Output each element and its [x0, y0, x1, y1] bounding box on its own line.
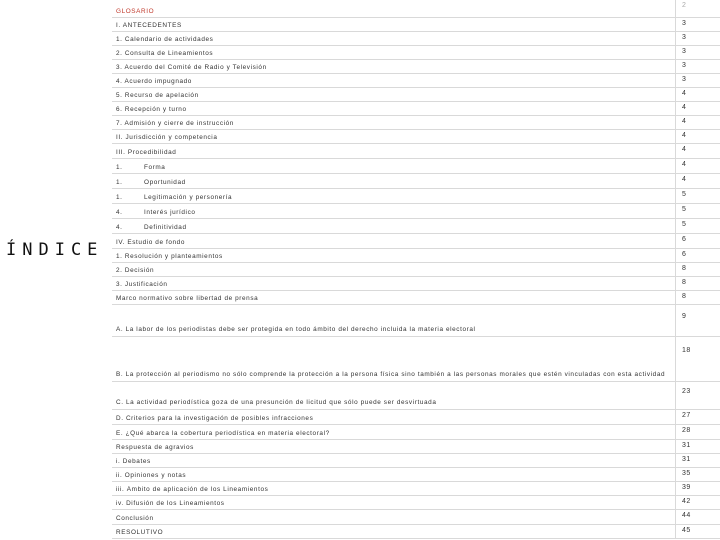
toc-entry: RESOLUTIVO — [116, 529, 164, 536]
toc-page: 31 — [682, 442, 691, 449]
toc-row[interactable] — [112, 74, 720, 88]
toc-row[interactable] — [112, 382, 720, 410]
toc-entry: 3. Acuerdo del Comité de Radio y Televisión — [116, 64, 267, 71]
toc-entry: 1. Resolución y planteamientos — [116, 253, 223, 260]
toc-page: 23 — [682, 388, 691, 395]
toc-page: 8 — [682, 265, 687, 272]
toc-entry: i. Debates — [116, 458, 151, 465]
toc-page: 4 — [682, 146, 687, 153]
toc-row[interactable] — [112, 525, 720, 539]
toc-page: 3 — [682, 34, 687, 41]
toc-page: 45 — [682, 527, 691, 534]
toc-row[interactable] — [112, 102, 720, 116]
toc-row[interactable] — [112, 174, 720, 189]
toc-page: 4 — [682, 90, 687, 97]
toc-row[interactable] — [112, 425, 720, 440]
toc-page: 9 — [682, 313, 687, 320]
toc-entry: 6. Recepción y turno — [116, 106, 187, 113]
toc-row[interactable] — [112, 410, 720, 425]
toc-page: 4 — [682, 176, 687, 183]
toc-page: 6 — [682, 236, 687, 243]
toc-row[interactable] — [112, 454, 720, 468]
toc-page: 8 — [682, 279, 687, 286]
toc-entry: 4. Acuerdo impugnado — [116, 78, 192, 85]
toc-page: 2 — [682, 2, 687, 9]
toc-row[interactable] — [112, 159, 720, 174]
toc-row[interactable] — [112, 130, 720, 144]
toc-entry: I. ANTECEDENTES — [116, 22, 182, 29]
toc-row[interactable] — [112, 510, 720, 525]
toc-row[interactable] — [112, 32, 720, 46]
toc-entry: Respuesta de agravios — [116, 444, 194, 451]
toc-row[interactable] — [112, 291, 720, 305]
toc-page: 8 — [682, 293, 687, 300]
toc-entry: GLOSARIO — [116, 8, 155, 15]
toc-page: 5 — [682, 191, 687, 198]
toc-page: 4 — [682, 104, 687, 111]
toc-row[interactable] — [112, 18, 720, 32]
toc-entry: IV. Estudio de fondo — [116, 239, 185, 246]
toc-page: 5 — [682, 206, 687, 213]
toc-page: 39 — [682, 484, 691, 491]
toc-row[interactable] — [112, 277, 720, 291]
toc-page: 4 — [682, 118, 687, 125]
toc-entry: Marco normativo sobre libertad de prensa — [116, 295, 259, 302]
toc-entry: 3. Justificación — [116, 281, 168, 288]
toc-row[interactable] — [112, 482, 720, 496]
toc-entry: iii. Ámbito de aplicación de los Lineamientos — [116, 486, 269, 493]
toc-entry: 5. Recurso de apelación — [116, 92, 199, 99]
toc-page: 42 — [682, 498, 691, 505]
toc-row[interactable] — [112, 204, 720, 219]
table-of-contents — [112, 0, 720, 540]
toc-page: 27 — [682, 412, 691, 419]
toc-entry: A. La labor de los periodistas debe ser protegida en todo ámbito del derecho incluida la materia electoral — [116, 326, 476, 333]
toc-page: 3 — [682, 76, 687, 83]
toc-entry: iv. Difusión de los Lineamientos — [116, 500, 225, 507]
toc-row[interactable] — [112, 144, 720, 159]
toc-entry: 1. Forma — [116, 164, 166, 171]
toc-entry: III. Procedibilidad — [116, 149, 177, 156]
toc-row[interactable] — [112, 116, 720, 130]
toc-page: 31 — [682, 456, 691, 463]
toc-page: 18 — [682, 347, 691, 354]
index-heading: ÍNDICE — [6, 240, 104, 260]
toc-entry: 4. Definitividad — [116, 224, 187, 231]
toc-entry: 7. Admisión y cierre de instrucción — [116, 120, 234, 127]
toc-entry: ii. Opiniones y notas — [116, 472, 187, 479]
toc-row[interactable] — [112, 440, 720, 454]
toc-page: 4 — [682, 161, 687, 168]
toc-entry: 4. Interés jurídico — [116, 209, 196, 216]
toc-page: 5 — [682, 221, 687, 228]
toc-row[interactable] — [112, 219, 720, 234]
toc-entry: E. ¿Qué abarca la cobertura periodística en materia electoral? — [116, 430, 330, 437]
toc-page: 3 — [682, 48, 687, 55]
toc-entry: 1. Calendario de actividades — [116, 36, 214, 43]
toc-row[interactable] — [112, 234, 720, 249]
toc-page: 3 — [682, 20, 687, 27]
toc-entry: 2. Consulta de Lineamientos — [116, 50, 214, 57]
toc-entry: D. Criterios para la investigación de posibles infracciones — [116, 415, 314, 422]
toc-row[interactable] — [112, 468, 720, 482]
toc-entry: B. La protección al periodismo no sólo comprende la protección a la persona física sino también a las personas morales que estén vinculadas con esta actividad — [116, 371, 666, 378]
toc-entry: 1. Legitimación y personería — [116, 194, 233, 201]
toc-page: 3 — [682, 62, 687, 69]
toc-row[interactable] — [112, 305, 720, 337]
toc-entry: 1. Oportunidad — [116, 179, 186, 186]
toc-entry: II. Jurisdicción y competencia — [116, 134, 218, 141]
toc-page: 4 — [682, 132, 687, 139]
toc-row[interactable] — [112, 46, 720, 60]
toc-row[interactable] — [112, 88, 720, 102]
toc-row[interactable] — [112, 60, 720, 74]
toc-page: 35 — [682, 470, 691, 477]
toc-entry: C. La actividad periodística goza de una presunción de licitud que sólo puede ser desvirtuada — [116, 399, 437, 406]
toc-page: 44 — [682, 512, 691, 519]
toc-page: 6 — [682, 251, 687, 258]
toc-row[interactable] — [112, 0, 720, 18]
toc-entry: 2. Decisión — [116, 267, 155, 274]
toc-row[interactable] — [112, 263, 720, 277]
toc-page: 28 — [682, 427, 691, 434]
toc-row[interactable] — [112, 337, 720, 382]
toc-row[interactable] — [112, 189, 720, 204]
toc-row[interactable] — [112, 249, 720, 263]
toc-row[interactable] — [112, 496, 720, 510]
toc-entry: Conclusión — [116, 515, 154, 522]
